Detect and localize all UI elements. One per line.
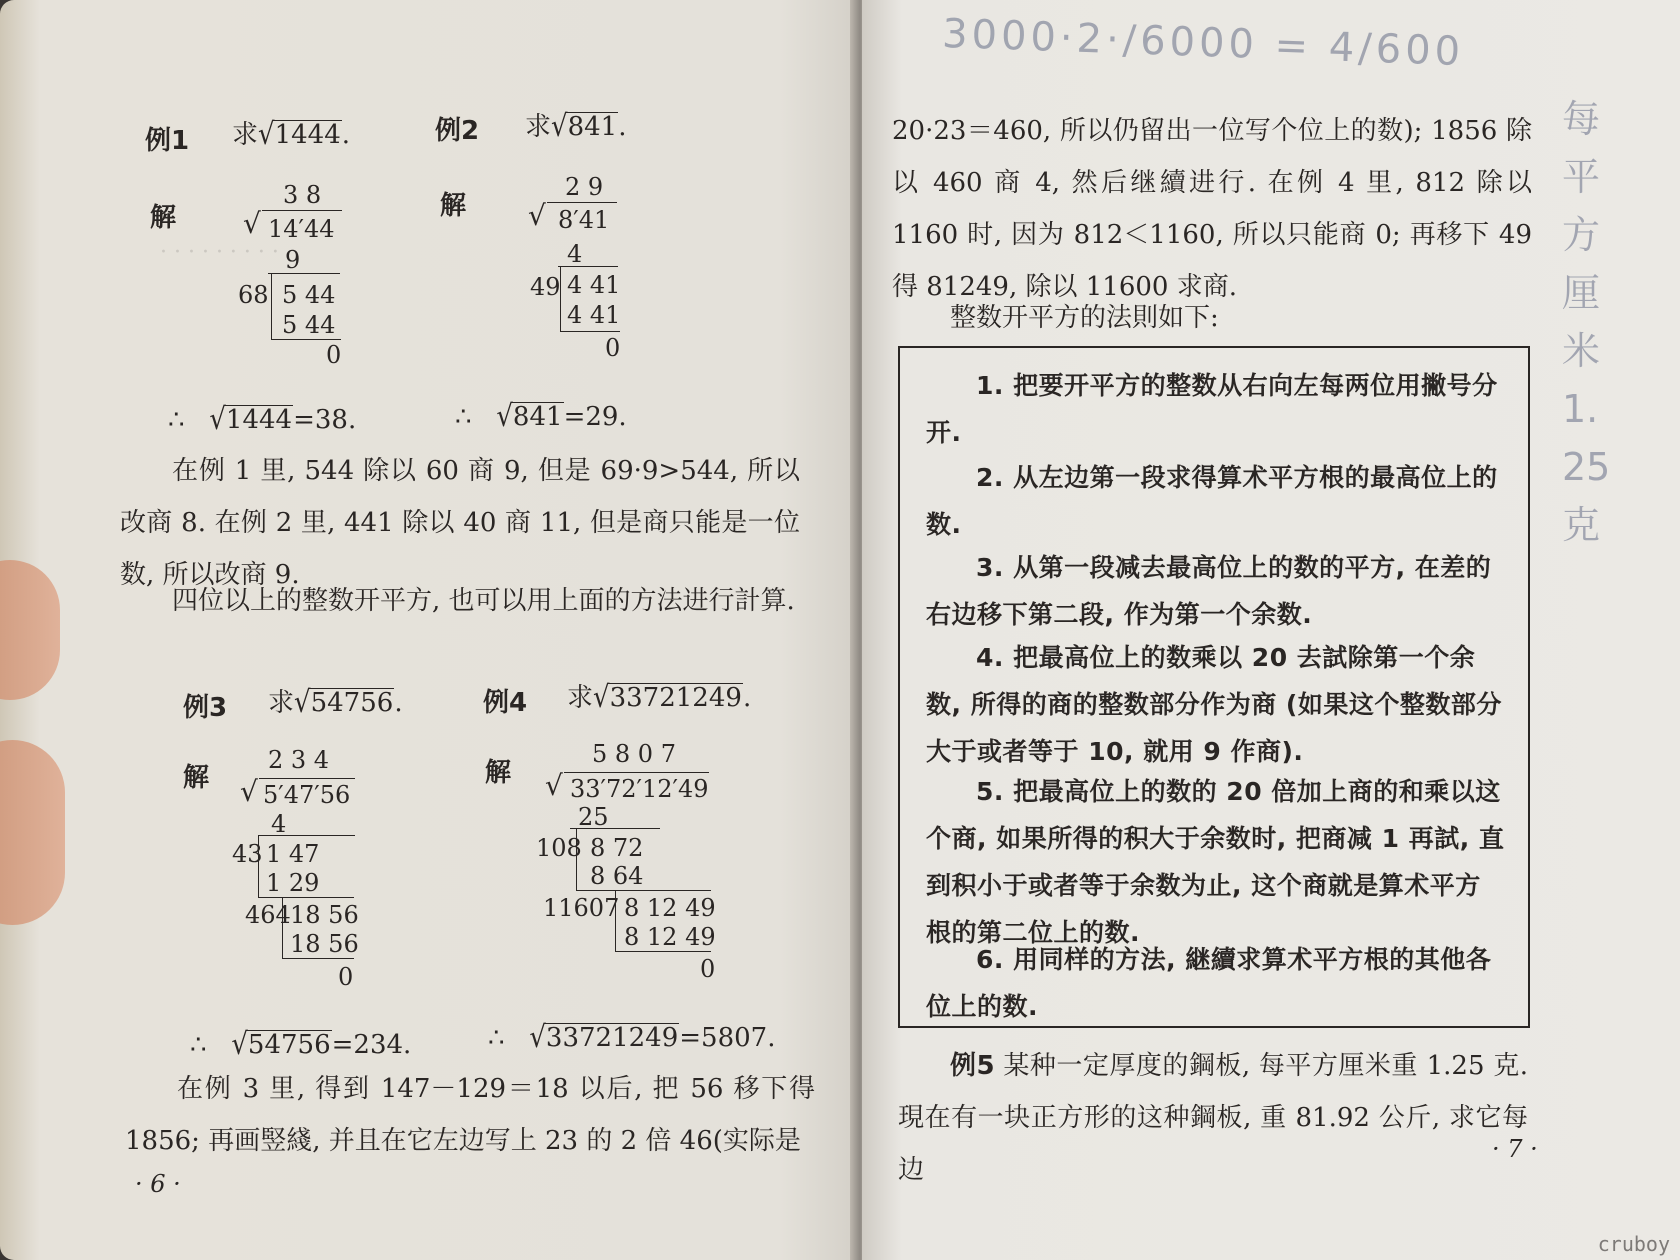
radical-bar [564,772,709,773]
rule-6: 6. 用同样的方法, 継續求算术平方根的其他各位上的数. [926,945,1492,1021]
trial-divisor: 68 [238,281,269,309]
paragraph-continued: 20·23＝460, 所以仍留出一位写个位上的数); 1856 除以 460 商 4, 然后继續进行. 在例 4 里, 812 除以 1160 时, 因为 812＜1160, 所以只能商 0; 再移下 49 得 81249, 除以 11600 求商. [892,116,1532,302]
remainder: 18 56 [290,901,359,929]
step-square: 4 [567,240,583,268]
product: 18 56 [290,930,359,958]
grouped-number: 14′44 [268,215,335,243]
solution-label: 解 [485,758,512,788]
product: 8 12 49 [624,923,716,951]
rule-1: 1. 把要开平方的整数从右向左每两位用撇号分开. [926,371,1498,447]
trial-divisor: 11607 [543,894,620,922]
example-5-paragraph [898,1040,1528,1196]
rule-3: 3. 从第一段减去最高位上的数的平方, 在差的右边移下第二段, 作为第一个余数. [926,553,1492,629]
page-number-right: · 7 · [1492,1135,1538,1163]
calc-line [268,273,340,274]
calc-line [271,273,272,339]
handwriting-margin: 每平方厘米 1.25 克 [1562,97,1611,547]
step-square: 25 [578,803,609,831]
grouped-number: 5′47′56 [263,781,351,809]
trial-divisor: 464 [245,901,291,929]
calc-line [271,339,341,340]
step-square: 4 [271,810,287,838]
radical-sign: √ [240,775,258,808]
calc-line [258,835,259,897]
example-5-text: 某种一定厚度的鋼板, 每平方厘米重 1.25 克. 現在有一块正方形的这种鋼板, 重 81.92 公斤, 求它每边 [898,1051,1529,1185]
final-remainder: 0 [338,963,354,991]
radical-sign: √ [243,207,261,240]
calc-line [615,890,616,952]
solution-label: 解 [150,203,177,233]
radical-bar [259,778,355,779]
final-remainder: 0 [326,341,342,369]
calc-line [258,897,354,898]
example-2-label: 例2 [435,116,480,146]
step-square: 9 [285,246,301,274]
solution-label: 解 [183,763,210,793]
example-4-question: 求√33721249. [567,680,752,716]
rules-intro: 整数开平方的法則如下: [950,303,1219,333]
finger [0,560,60,700]
remainder: 4 41 [567,271,621,299]
radical-bar [262,210,342,211]
rules-box [898,346,1530,1028]
calc-line [560,331,620,332]
calc-line [560,266,561,331]
example-5-label: 例5 [950,1051,995,1081]
solution-label: 解 [440,191,467,221]
radical-bar [547,202,617,203]
remainder: 5 44 [282,281,336,309]
product: 8 64 [590,862,644,890]
trial-divisor: 49 [530,273,561,301]
right-page [862,0,1680,1260]
grouped-number: 8′41 [558,206,610,234]
example-2-question: 求√841. [525,109,627,145]
example-1-question: 求√1444. [232,117,351,153]
bleed-through-text: · · · · · · · · · [160,240,279,265]
calc-line [576,890,711,891]
product: 1 29 [266,869,320,897]
rule-5: 5. 把最高位上的数的 20 倍加上商的和乘以这个商, 如果所得的积大于余数时, 把商减 1 再試, 直到积小于或者等于余数为止, 这个商就是算术平方根的第二位上的数. [926,777,1505,947]
radical-sign: √ [528,199,546,232]
root-digits: 5 8 0 7 [592,740,676,768]
example-3-label: 例3 [183,693,228,723]
calc-line [282,897,283,959]
calc-line [570,828,660,829]
example-4-label: 例4 [483,688,528,718]
root-digits: 2 9 [565,173,604,201]
example-1-label: 例1 [145,126,190,156]
calc-line [259,835,355,836]
example-2-result: ∴ √841=29. [455,399,627,435]
finger [0,740,65,925]
page-number-left: · 6 · [135,1170,181,1198]
final-remainder: 0 [605,334,621,362]
calc-line [576,828,577,890]
example-1-result: ∴ √1444=38. [168,402,357,438]
remainder: 1 47 [266,840,320,868]
grouped-number: 33′72′12′49 [570,775,709,803]
example-4-result: ∴ √33721249=5807. [488,1020,776,1056]
product: 4 41 [567,301,621,329]
calc-line [282,958,354,959]
paragraph-explanation-1-2: 在例 1 里, 544 除以 60 商 9, 但是 69·9>544, 所以改商 8. 在例 2 里, 441 除以 40 商 11, 但是商只能是一位数, 所以改商 9. [120,456,800,590]
remainder: 8 12 49 [624,894,716,922]
remainder: 8 72 [590,834,644,862]
paragraph-larger-numbers: 四位以上的整数开平方, 也可以用上面的方法进行計算. [172,586,795,616]
example-3-result: ∴ √54756=234. [190,1027,412,1063]
trial-divisor: 108 [536,834,582,862]
handwriting-top: 3000·2·/6000 = 4/600 [941,10,1465,76]
rule-2: 2. 从左边第一段求得算术平方根的最高位上的数. [926,463,1498,539]
paragraph-example-3-explanation: 在例 3 里, 得到 147－129＝18 以后, 把 56 移下得 1856; 再画竪綫, 并且在它左边写上 23 的 2 倍 46(实际是 [125,1074,815,1156]
example-3-question: 求√54756. [268,685,403,721]
trial-divisor: 43 [232,840,263,868]
watermark: cruboy [1597,1232,1670,1256]
product: 5 44 [282,311,336,339]
root-digits: 3 8 [283,181,322,209]
calc-line [558,266,618,267]
final-remainder: 0 [700,955,716,983]
rule-4: 4. 把最高位上的数乘以 20 去試除第一个余数, 所得的商的整数部分作为商 (如果这个整数部分大于或者等于 10, 就用 9 作商). [926,643,1502,766]
radical-sign: √ [545,769,563,802]
calc-line [615,951,711,952]
root-digits: 2 3 4 [268,746,330,774]
